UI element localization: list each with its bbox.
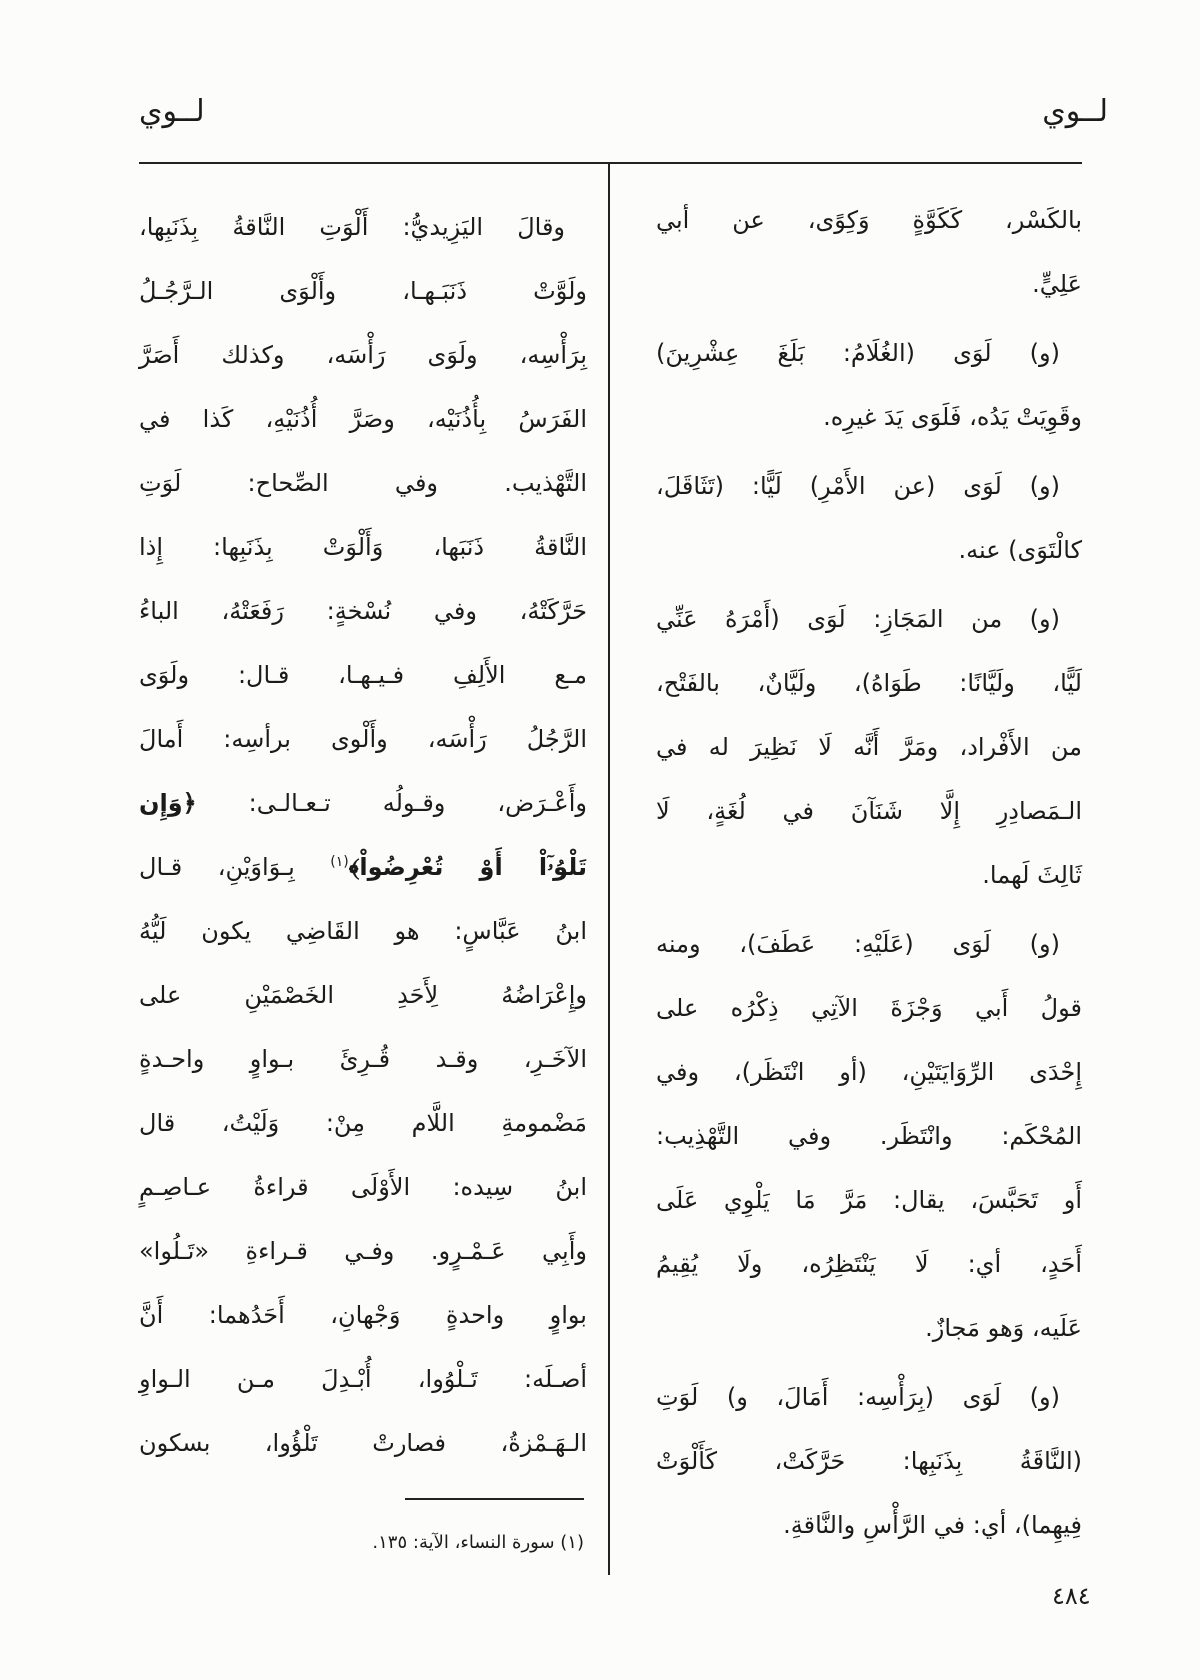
text-line: الرَّجُلُ رَأْسَه، وأَلْوى برأسِه: أَمالَ	[139, 725, 587, 753]
text-line: الآخَـرِ، وقـد قُـرِئَ بـواوٍ واحـدةٍ	[139, 1045, 587, 1073]
entry-paragraph	[656, 321, 1082, 449]
entry-paragraph	[656, 1365, 1082, 1557]
entry-paragraph	[139, 195, 587, 1475]
footnote-rule	[405, 1498, 584, 1500]
text-line: بواوٍ واحدةٍ وَجْهانِ، أَحَدُهما: أَنَّ	[139, 1301, 587, 1329]
text-line: التَّهْذيب. وفي الصِّحاح: لَوَتِ	[139, 469, 587, 497]
line-text: بِـوَاوَيْنِ، قـال	[139, 853, 331, 881]
text-line: (و) من المَجَازِ: لَوَى (أَمْرَهُ عَنِّي	[656, 605, 1060, 633]
entry-paragraph	[656, 454, 1082, 582]
text-line: حَرَّكَتْهُ، وفي نُسْخةٍ: رَفَعَتْهُ، الباءُ	[139, 597, 587, 625]
text-line: وإِعْرَاضُهُ لِأَحَدِ الخَصْمَيْنِ على	[139, 981, 587, 1009]
text-line: (و) لَوَى (عَلَيْهِ: عَطَفَ)، ومنه	[656, 930, 1060, 958]
text-line: مـع الأَلِفِ فـيـهـا، قـال: ولَوَى	[139, 661, 587, 689]
entry-paragraph	[656, 912, 1082, 1360]
text-line: وأَبِي عَـمْـرٍو. وفـي قـراءةِ «تَـلُوا»	[139, 1237, 587, 1265]
text-line: النَّاقةُ ذَنَبَها، وَأَلْوَتْ بِذَنَبِها: إِذا	[139, 533, 587, 561]
entry-paragraph	[656, 188, 1082, 316]
header-rule	[139, 162, 1082, 164]
text-line: أَحَدٍ، أي: لَا يَنْتَظِرُه، ولَا يُقِيمُ	[656, 1250, 1082, 1278]
text-line: ثَالِثَ لَهما.	[982, 861, 1082, 889]
text-line: قولُ أَبي وَجْزَةَ الآتِي ذِكْرُه على	[656, 994, 1082, 1022]
text-line: وقالَ اليَزِيديُّ: أَلْوَتِ النَّاقةُ بِذَنَبِها،	[139, 213, 565, 241]
text-line: (و) لَوَى (عن الأَمْرِ) لَيًّا: (تَثَاقَلَ،	[656, 472, 1060, 500]
text-line: (و) لَوَى (الغُلَامُ: بَلَغَ عِشْرِينَ)	[656, 339, 1060, 367]
running-header-right: لــوي	[1042, 94, 1108, 129]
column-divider	[608, 163, 610, 1575]
text-line	[139, 771, 587, 835]
right-column	[656, 188, 1082, 1557]
footnote: (١) سورة النساء، الآية: ١٣٥.	[372, 1532, 584, 1553]
text-line: الـمَصادِرِ إِلَّا شَنَآنَ في لُغَةٍ، لَا	[656, 797, 1082, 825]
text-line: ابنُ سِيده: الأَوْلَى قراءةُ عـاصِـمٍ	[139, 1173, 587, 1201]
text-line: المُحْكَم: وانْتَظَر. وفي التَّهْذِيب:	[656, 1122, 1082, 1150]
text-line: من الأَفْراد، ومَرَّ أَنَّه لَا نَظِيرَ له في	[656, 733, 1082, 761]
footnote-marker: (١)	[330, 854, 349, 870]
text-line: بِرَأْسِه، ولَوَى رَأْسَه، وكذلك أَصَرَّ	[139, 341, 587, 369]
quran-quote: ﴿وَإِن	[139, 789, 197, 817]
text-line: فِيهِما)، أي: في الرَّأْسِ والنَّاقةِ.	[783, 1511, 1082, 1539]
text-line: إِحْدَى الرِّوَايَتَيْنِ، (أو انْتَظَر)، وفي	[656, 1058, 1082, 1086]
text-line: أصـلَه: تَـلْوُوا، أُبْـدِلَ مـن الـواوِ	[139, 1365, 587, 1393]
left-column	[139, 195, 587, 1475]
text-line	[139, 835, 587, 899]
entry-paragraph	[656, 587, 1082, 907]
text-line: وقَوِيَتْ يَدُه، فَلَوَى يَدَ غيرِه.	[823, 403, 1082, 431]
quran-quote: تَلْوُۥٓاْ أَوْ تُعْرِضُواْ﴾	[348, 853, 587, 881]
text-line: ابنُ عَبَّاسٍ: هو القَاضِي يكون لَيُّهُ	[139, 917, 587, 945]
text-line: الفَرَسُ بِأُذُنَيْه، وصَرَّ أُذُنَيْهِ، كَذا في	[139, 405, 587, 433]
text-line: (النَّاقَةُ بِذَنَبِها: حَرَّكَتْ، كَأَلْوَتْ	[656, 1447, 1082, 1475]
text-line: بالكَسْر، كَكَوَّةٍ وَكِوًى، عن أبي	[656, 206, 1082, 234]
text-line: لَيًّا، ولَيَّانًا: طَوَاهُ)، ولَيَّانٌ، بالفَتْح،	[656, 669, 1082, 697]
text-line: الـهَـمْزةُ، فصارتْ تَلْؤُوا، بسكون	[139, 1429, 587, 1457]
text-line: عَلَيه، وَهو مَجازٌ.	[925, 1314, 1082, 1342]
running-header-left: لــوي	[139, 94, 205, 129]
line-text: وأَعْـرَض، وقـولُه تـعـالـى:	[196, 789, 587, 817]
text-line: أَو تَحَبَّسَ، يقال: مَرَّ مَا يَلْوِي عَلَى	[656, 1186, 1082, 1214]
text-line: ولَوَّتْ ذَنَبَـهـا، وأَلْوَى الـرَّجُـلُ	[139, 277, 587, 305]
text-line: كالْتَوَى) عنه.	[958, 536, 1082, 564]
text-line: (و) لَوَى (بِرَأْسِه: أَمَالَ، و) لَوَتِ	[656, 1383, 1060, 1411]
page-number: ٤٨٤	[1052, 1582, 1091, 1610]
text-line: عَلِيٍّ.	[1032, 270, 1082, 298]
text-line: مَضْمومةِ اللَّام مِنْ: وَلَيْتُ، قال	[139, 1109, 587, 1137]
